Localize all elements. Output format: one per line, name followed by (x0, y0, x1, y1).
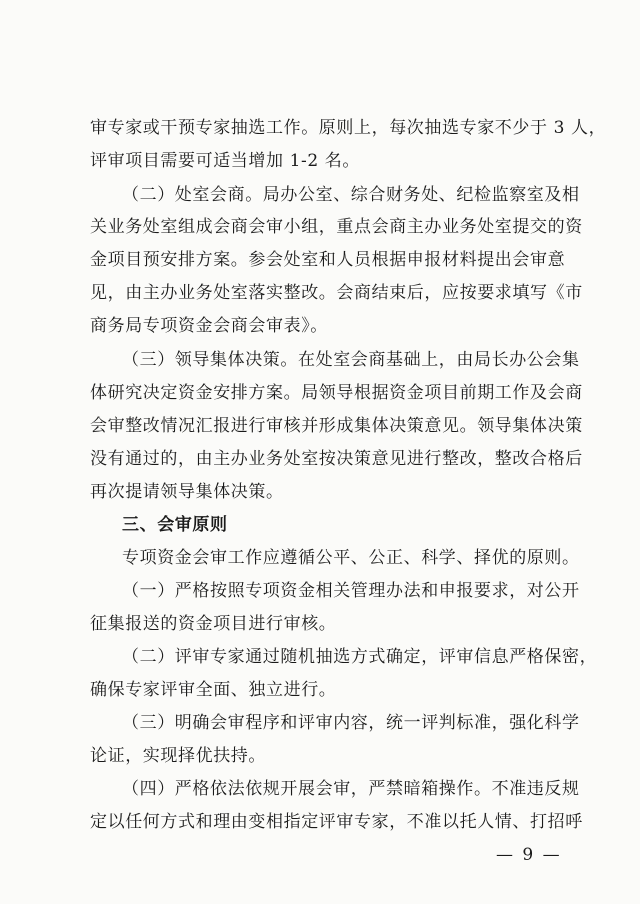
body-text-line: 金项目预安排方案。参会处室和人员根据申报材料提出会审意 (90, 250, 566, 270)
section-heading: 三、会审原则 (122, 515, 228, 535)
body-text-line: 征集报送的资金项目进行审核。 (90, 614, 337, 634)
page-number: — 9 — (496, 845, 562, 865)
body-text-line: 商务局专项资金会商会审表》。 (90, 316, 328, 336)
body-text-line: （二）处室会商。局办公室、综合财务处、纪检监察室及相 (122, 185, 580, 205)
body-text-line: 体研究决定资金安排方案。局领导根据资金项目前期工作及会商 (90, 383, 583, 403)
body-text-line: 再次提请领导集体决策。 (90, 482, 284, 502)
body-text-line: 见，由主办业务处室落实整改。会商结束后，应按要求填写《市 (90, 283, 583, 303)
body-text-line: 没有通过的，由主办业务处室按决策意见进行整改，整改合格后 (90, 449, 583, 469)
body-text-line: 论证，实现择优扶持。 (90, 746, 266, 766)
body-text-line: 审专家或干预专家抽选工作。原则上，每次抽选专家不少于 3 人， (90, 118, 607, 138)
body-text-line: （四）严格依法依规开展会审，严禁暗箱操作。不准违反规 (122, 779, 580, 799)
body-text-line: 确保专家评审全面、独立进行。 (90, 680, 337, 700)
body-text-line: 关业务处室组成会商会审小组，重点会商主办业务处室提交的资 (90, 217, 583, 237)
body-text-line: 评审项目需要可适当增加 1-2 名。 (90, 151, 360, 171)
body-text-line: （三）明确会审程序和评审内容，统一评判标准，强化科学 (122, 713, 580, 733)
body-text-line: 专项资金会审工作应遵循公平、公正、科学、择优的原则。 (122, 548, 580, 568)
body-text-line: 定以任何方式和理由变相指定评审专家，不准以托人情、打招呼 (90, 812, 583, 832)
body-text-line: （三）领导集体决策。在处室会商基础上，由局长办公会集 (122, 350, 580, 370)
body-text-line: 会审整改情况汇报进行审核并形成集体决策意见。领导集体决策 (90, 416, 583, 436)
body-text-line: （一）严格按照专项资金相关管理办法和申报要求，对公开 (122, 581, 580, 601)
body-text-line: （二）评审专家通过随机抽选方式确定，评审信息严格保密， (122, 647, 598, 667)
